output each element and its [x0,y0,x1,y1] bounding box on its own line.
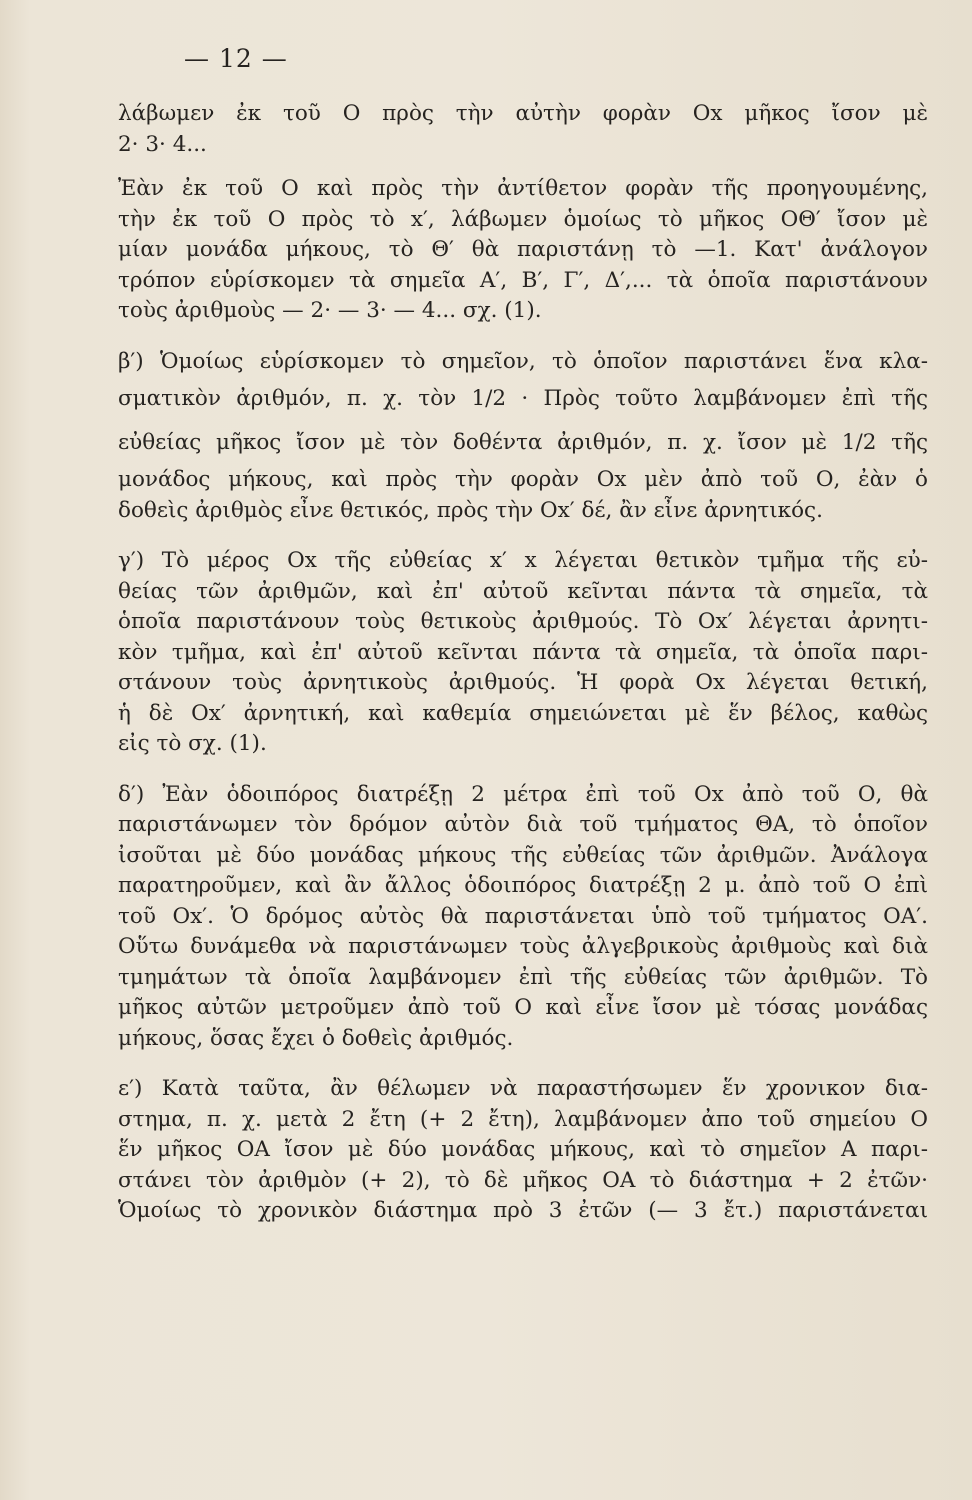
paragraph-delta [118,780,928,1055]
paragraph-beta [118,347,928,527]
text-line: στημα, π. χ. μετὰ 2 ἔτη (+ 2 ἔτη), λαμβάνομεν ἀπο τοῦ σημείου Ο [118,1106,928,1132]
paragraph-negative-numbers [118,174,928,327]
text-line: δοθεὶς ἀριθμὸς εἶνε θετικός, πρὸς τὴν Οx′ δέ, ἂν εἶνε ἀρνητικός. [118,497,823,523]
text-line: τὴν ἐκ τοῦ Ο πρὸς τὸ x′, λάβωμεν ὁμοίως τὸ μῆκος ΟΘ′ ἴσον μὲ [118,206,928,232]
paragraph-intro [118,99,928,160]
paragraph-epsilon [118,1074,928,1227]
text-line: τρόπον εὑρίσκομεν τὰ σημεῖα Α′, Β′, Γ′, Δ′,... τὰ ὁποῖα παριστάνουν [118,267,928,293]
text-line: β′) Ὁμοίως εὑρίσκομεν τὸ σημεῖον, τὸ ὁποῖον παριστάνει ἕνα κλα- [118,348,928,374]
text-line: παρατηροῦμεν, καὶ ἂν ἄλλος ὁδοιπόρος διατρέξῃ 2 μ. ἀπὸ τοῦ Ο ἐπὶ [118,873,928,898]
paragraph-gamma [118,546,928,760]
text-line: θείας τῶν ἀριθμῶν, καὶ ἐπ' αὐτοῦ κεῖνται πάντα τὰ σημεῖα, τὰ [118,578,928,604]
text-line: λάβωμεν ἐκ τοῦ Ο πρὸς τὴν αὐτὴν φορὰν Οx μῆκος ἴσον μὲ [118,101,928,126]
text-line: ε′) Κατὰ ταῦτα, ἂν θέλωμεν νὰ παραστήσωμεν ἕν χρονικον δια- [118,1076,928,1101]
text-line: στάνουν τοὺς ἀρνητικοὺς ἀριθμούς. Ἡ φορὰ Οx λέγεται θετική, [118,670,928,695]
text-line: τοῦ Οx′. Ὁ δρόμος αὐτὸς θὰ παριστάνεται ὑπὸ τοῦ τμήματος ΟΑ′. [118,903,928,929]
text-line: κὸν τμῆμα, καὶ ἐπ' αὐτοῦ κεῖνται πάντα τὰ σημεῖα, τὰ ὁποῖα παρι- [118,639,928,665]
text-line: μονάδος μήκους, καὶ πρὸς τὴν φορὰν Οx μὲν ἀπὸ τοῦ Ο, ἐὰν ὁ [118,467,928,492]
text-line: Ἐὰν ἐκ τοῦ Ο καὶ πρὸς τὴν ἀντίθετον φορὰν τῆς προηγουμένης, [118,176,928,201]
text-line: σματικὸν ἀριθμόν, π. χ. τὸν 1/2 · Πρὸς τοῦτο λαμβάνομεν ἐπὶ τῆς [118,386,928,411]
text-line: γ′) Τὸ μέρος Οx τῆς εὐθείας x′ x λέγεται θετικὸν τμῆμα τῆς εὐ- [118,548,928,573]
text-line: μίαν μονάδα μήκους, τὸ Θ′ θὰ παριστάνῃ τὸ —1. Κατ' ἀνάλογον [118,237,928,262]
text-line: ἕν μῆκος ΟΑ ἴσον μὲ δύο μονάδας μήκους, καὶ τὸ σημεῖον Α παρι- [118,1137,928,1162]
page-number: — 12 — [184,44,288,73]
text-line: μῆκος αὐτῶν μετροῦμεν ἀπὸ τοῦ Ο καὶ εἶνε ἴσον μὲ τόσας μονάδας [118,995,928,1020]
text-line: ἡ δὲ Οx′ ἀρνητική, καὶ καθεμία σημειώνεται μὲ ἕν βέλος, καθὼς [118,700,928,726]
text-line: παριστάνωμεν τὸν δρόμον αὐτὸν διὰ τοῦ τμήματος ΘΑ, τὸ ὁποῖον [118,812,928,837]
text-line: δ′) Ἐὰν ὁδοιπόρος διατρέξῃ 2 μέτρα ἐπὶ τοῦ Οx ἀπὸ τοῦ Ο, θὰ [118,781,928,807]
text-line: 2· 3· 4... [118,131,207,157]
text-line: ἰσοῦται μὲ δύο μονάδας μήκους τῆς εὐθείας τῶν ἀριθμῶν. Ἀνάλογα [118,842,928,868]
text-line: τοὺς ἀριθμοὺς — 2· — 3· — 4... σχ. (1). [118,298,542,323]
text-line: τμημάτων τὰ ὁποῖα λαμβάνομεν ἐπὶ τῆς εὐθείας τῶν ἀριθμῶν. Τὸ [118,964,928,990]
text-line: Οὕτω δυνάμεθα νὰ παριστάνωμεν τοὺς ἀλγεβρικοὺς ἀριθμοὺς καὶ διὰ [118,934,928,959]
text-line: εὐθείας μῆκος ἴσον μὲ τὸν δοθέντα ἀριθμόν, π. χ. ἴσον μὲ 1/2 τῆς [118,430,928,455]
text-line: ὁποῖα παριστάνουν τοὺς θετικοὺς ἀριθμούς. Τὸ Οx′ λέγεται ἀρνητι- [118,609,928,634]
text-line: Ὁμοίως τὸ χρονικὸν διάστημα πρὸ 3 ἐτῶν (— 3 ἔτ.) παριστάνεται [118,1198,928,1223]
text-line: μήκους, ὅσας ἔχει ὁ δοθεὶς ἀριθμός. [118,1025,514,1051]
text-line: εἰς τὸ σχ. (1). [118,731,267,756]
text-line: στάνει τὸν ἀριθμὸν (+ 2), τὸ δὲ μῆκος ΟΑ τὸ διάστημα + 2 ἐτῶν· [118,1167,928,1193]
